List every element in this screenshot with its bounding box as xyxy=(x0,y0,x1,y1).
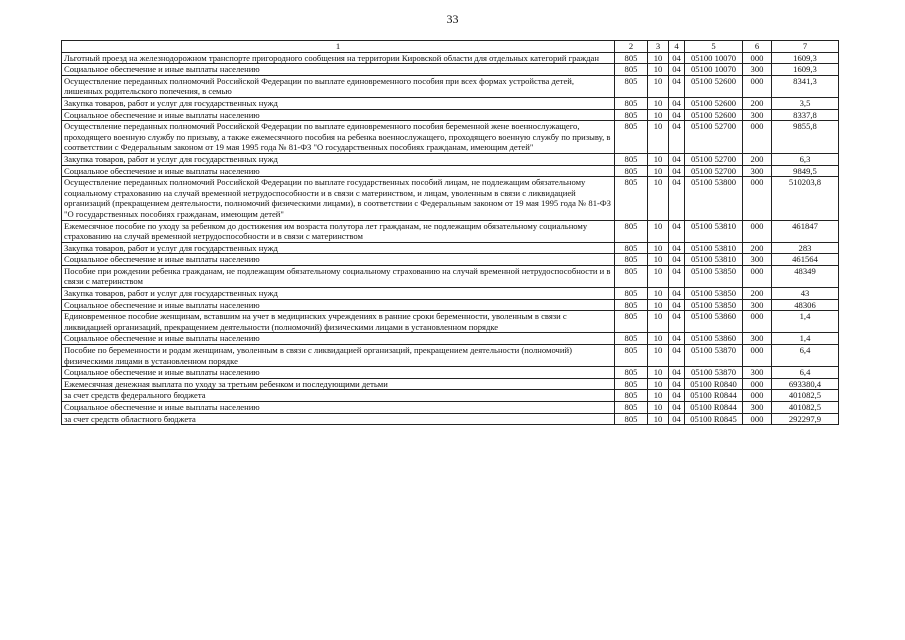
ministry-code-cell: 805 xyxy=(615,177,648,220)
subsection-code-cell: 04 xyxy=(669,153,685,165)
expense-type-cell: 300 xyxy=(743,254,772,266)
subsection-code-cell: 04 xyxy=(669,254,685,266)
section-code-cell: 10 xyxy=(648,413,669,425)
header-row xyxy=(62,41,839,53)
section-code-cell: 10 xyxy=(648,121,669,154)
item-name-cell: Социальное обеспечение и иные выплаты населению xyxy=(62,402,615,414)
target-article-cell: 05100 53850 xyxy=(685,288,743,300)
target-article-cell: 05100 10070 xyxy=(685,64,743,76)
target-article-cell: 05100 53860 xyxy=(685,333,743,345)
ministry-code-cell: 805 xyxy=(615,413,648,425)
table-row xyxy=(62,109,839,121)
ministry-code-cell: 805 xyxy=(615,64,648,76)
item-name-cell: за счет средств федерального бюджета xyxy=(62,390,615,402)
table-row xyxy=(62,265,839,287)
section-code-cell: 10 xyxy=(648,153,669,165)
item-name-cell: Закупка товаров, работ и услуг для государственных нужд xyxy=(62,288,615,300)
table-row xyxy=(62,299,839,311)
section-code-cell: 10 xyxy=(648,299,669,311)
item-name-cell: Социальное обеспечение и иные выплаты населению xyxy=(62,109,615,121)
item-name-cell: Социальное обеспечение и иные выплаты населению xyxy=(62,333,615,345)
target-article-cell: 05100 R0845 xyxy=(685,413,743,425)
amount-cell: 6,4 xyxy=(772,345,839,367)
section-code-cell: 10 xyxy=(648,402,669,414)
table-row xyxy=(62,333,839,345)
section-code-cell: 10 xyxy=(648,378,669,390)
amount-cell: 401082,5 xyxy=(772,402,839,414)
target-article-cell: 05100 52700 xyxy=(685,165,743,177)
table-row xyxy=(62,153,839,165)
section-code-cell: 10 xyxy=(648,75,669,97)
table-row xyxy=(62,220,839,242)
item-name-cell: Социальное обеспечение и иные выплаты населению xyxy=(62,254,615,266)
expense-type-cell: 000 xyxy=(743,121,772,154)
table-row xyxy=(62,64,839,76)
table-row xyxy=(62,242,839,254)
table-row xyxy=(62,52,839,64)
amount-cell: 9855,8 xyxy=(772,121,839,154)
amount-cell: 1609,3 xyxy=(772,64,839,76)
section-code-cell: 10 xyxy=(648,220,669,242)
header-cell: 2 xyxy=(615,41,648,53)
amount-cell: 48349 xyxy=(772,265,839,287)
target-article-cell: 05100 52600 xyxy=(685,109,743,121)
target-article-cell: 05100 53800 xyxy=(685,177,743,220)
amount-cell: 6,4 xyxy=(772,367,839,379)
amount-cell: 6,3 xyxy=(772,153,839,165)
subsection-code-cell: 04 xyxy=(669,75,685,97)
subsection-code-cell: 04 xyxy=(669,288,685,300)
item-name-cell: Льготный проезд на железнодорожном транспорте пригородного сообщения на территории Кировской области для отдельных категорий граждан xyxy=(62,52,615,64)
section-code-cell: 10 xyxy=(648,177,669,220)
expense-type-cell: 300 xyxy=(743,333,772,345)
ministry-code-cell: 805 xyxy=(615,390,648,402)
expense-type-cell: 000 xyxy=(743,345,772,367)
item-name-cell: Закупка товаров, работ и услуг для государственных нужд xyxy=(62,153,615,165)
ministry-code-cell: 805 xyxy=(615,254,648,266)
target-article-cell: 05100 R0844 xyxy=(685,402,743,414)
subsection-code-cell: 04 xyxy=(669,402,685,414)
target-article-cell: 05100 53810 xyxy=(685,254,743,266)
section-code-cell: 10 xyxy=(648,265,669,287)
subsection-code-cell: 04 xyxy=(669,345,685,367)
amount-cell: 283 xyxy=(772,242,839,254)
header-cell: 1 xyxy=(62,41,615,53)
expense-type-cell: 000 xyxy=(743,378,772,390)
ministry-code-cell: 805 xyxy=(615,311,648,333)
subsection-code-cell: 04 xyxy=(669,220,685,242)
subsection-code-cell: 04 xyxy=(669,333,685,345)
table-row xyxy=(62,378,839,390)
table-row xyxy=(62,165,839,177)
ministry-code-cell: 805 xyxy=(615,299,648,311)
expense-type-cell: 300 xyxy=(743,64,772,76)
item-name-cell: за счет средств областного бюджета xyxy=(62,413,615,425)
target-article-cell: 05100 53870 xyxy=(685,367,743,379)
expense-type-cell: 300 xyxy=(743,367,772,379)
section-code-cell: 10 xyxy=(648,52,669,64)
section-code-cell: 10 xyxy=(648,390,669,402)
section-code-cell: 10 xyxy=(648,254,669,266)
expense-type-cell: 000 xyxy=(743,220,772,242)
table-row xyxy=(62,402,839,414)
table-row xyxy=(62,413,839,425)
section-code-cell: 10 xyxy=(648,345,669,367)
item-name-cell: Социальное обеспечение и иные выплаты населению xyxy=(62,165,615,177)
amount-cell: 8337,8 xyxy=(772,109,839,121)
table-row xyxy=(62,254,839,266)
item-name-cell: Ежемесячное пособие по уходу за ребенком до достижения им возраста полутора лет гражданам, не подлежащим обязательному социальному страхованию на случай временной нетрудоспособности и в связи с материнством xyxy=(62,220,615,242)
amount-cell: 461847 xyxy=(772,220,839,242)
subsection-code-cell: 04 xyxy=(669,242,685,254)
item-name-cell: Единовременное пособие женщинам, вставшим на учет в медицинских учреждениях в ранние сроки беременности, уволенным в связи с ликвидацией организаций, прекращением деятельности (полномочий) физическими лицами в установленном порядке xyxy=(62,311,615,333)
section-code-cell: 10 xyxy=(648,367,669,379)
item-name-cell: Социальное обеспечение и иные выплаты населению xyxy=(62,64,615,76)
table-row xyxy=(62,288,839,300)
amount-cell: 1,4 xyxy=(772,311,839,333)
ministry-code-cell: 805 xyxy=(615,288,648,300)
amount-cell: 292297,9 xyxy=(772,413,839,425)
table-body xyxy=(62,52,839,425)
subsection-code-cell: 04 xyxy=(669,390,685,402)
expense-type-cell: 300 xyxy=(743,402,772,414)
amount-cell: 8341,3 xyxy=(772,75,839,97)
ministry-code-cell: 805 xyxy=(615,153,648,165)
ministry-code-cell: 805 xyxy=(615,75,648,97)
amount-cell: 1,4 xyxy=(772,333,839,345)
amount-cell: 3,5 xyxy=(772,97,839,109)
target-article-cell: 05100 53850 xyxy=(685,299,743,311)
header-cell: 3 xyxy=(648,41,669,53)
target-article-cell: 05100 53810 xyxy=(685,242,743,254)
table-row xyxy=(62,390,839,402)
subsection-code-cell: 04 xyxy=(669,165,685,177)
amount-cell: 510203,8 xyxy=(772,177,839,220)
amount-cell: 48306 xyxy=(772,299,839,311)
table-row xyxy=(62,75,839,97)
expense-type-cell: 200 xyxy=(743,153,772,165)
amount-cell: 401082,5 xyxy=(772,390,839,402)
item-name-cell: Осуществление переданных полномочий Российской Федерации по выплате государственных пособий лицам, не подлежащим обязательному социальному страхованию на случай временной нетрудоспособности и в связи с материнством, и лицам, уволенным в связи с ликвидацией организаций (прекращением деятельности, полномочий физическими лицами), в соответствии с Федеральным законом от 19 мая 1995 года № 81-ФЗ "О государственных пособиях гражданам, имеющим детей" xyxy=(62,177,615,220)
subsection-code-cell: 04 xyxy=(669,378,685,390)
section-code-cell: 10 xyxy=(648,109,669,121)
expense-type-cell: 000 xyxy=(743,177,772,220)
subsection-code-cell: 04 xyxy=(669,265,685,287)
target-article-cell: 05100 52600 xyxy=(685,97,743,109)
ministry-code-cell: 805 xyxy=(615,333,648,345)
subsection-code-cell: 04 xyxy=(669,177,685,220)
expense-type-cell: 000 xyxy=(743,413,772,425)
item-name-cell: Осуществление переданных полномочий Российской Федерации по выплате единовременного пособия беременной жене военнослужащего, проходящего военную службу по призыву, а также ежемесячного пособия на ребенка военнослужащего, проходящего военную службу по призыву, в соответствии с Федеральным законом от 19 мая 1995 года № 81-ФЗ "О государственных пособиях гражданам, имеющим детей" xyxy=(62,121,615,154)
target-article-cell: 05100 53870 xyxy=(685,345,743,367)
table-row xyxy=(62,345,839,367)
table-row xyxy=(62,367,839,379)
page-number: 33 xyxy=(446,12,459,26)
table-row xyxy=(62,311,839,333)
expense-type-cell: 200 xyxy=(743,97,772,109)
section-code-cell: 10 xyxy=(648,288,669,300)
item-name-cell: Пособие по беременности и родам женщинам, уволенным в связи с ликвидацией организаций, прекращением деятельности (полномочий) физическими лицами в установленном порядке xyxy=(62,345,615,367)
item-name-cell: Закупка товаров, работ и услуг для государственных нужд xyxy=(62,97,615,109)
ministry-code-cell: 805 xyxy=(615,402,648,414)
expense-type-cell: 000 xyxy=(743,265,772,287)
ministry-code-cell: 805 xyxy=(615,367,648,379)
amount-cell: 461564 xyxy=(772,254,839,266)
table-row xyxy=(62,97,839,109)
table-row xyxy=(62,121,839,154)
target-article-cell: 05100 53860 xyxy=(685,311,743,333)
target-article-cell: 05100 10070 xyxy=(685,52,743,64)
amount-cell: 1609,3 xyxy=(772,52,839,64)
subsection-code-cell: 04 xyxy=(669,311,685,333)
section-code-cell: 10 xyxy=(648,311,669,333)
ministry-code-cell: 805 xyxy=(615,345,648,367)
expense-type-cell: 200 xyxy=(743,288,772,300)
expense-type-cell: 200 xyxy=(743,242,772,254)
ministry-code-cell: 805 xyxy=(615,378,648,390)
expense-type-cell: 000 xyxy=(743,52,772,64)
header-cell: 4 xyxy=(669,41,685,53)
target-article-cell: 05100 52700 xyxy=(685,121,743,154)
subsection-code-cell: 04 xyxy=(669,367,685,379)
ministry-code-cell: 805 xyxy=(615,52,648,64)
header-cell: 7 xyxy=(772,41,839,53)
expense-type-cell: 300 xyxy=(743,299,772,311)
subsection-code-cell: 04 xyxy=(669,299,685,311)
target-article-cell: 05100 52600 xyxy=(685,75,743,97)
subsection-code-cell: 04 xyxy=(669,64,685,76)
ministry-code-cell: 805 xyxy=(615,97,648,109)
subsection-code-cell: 04 xyxy=(669,109,685,121)
section-code-cell: 10 xyxy=(648,333,669,345)
target-article-cell: 05100 53810 xyxy=(685,220,743,242)
budget-table xyxy=(61,40,839,425)
item-name-cell: Осуществление переданных полномочий Российской Федерации по выплате единовременного пособия при всех формах устройства детей, лишенных родительского попечения, в семью xyxy=(62,75,615,97)
item-name-cell: Ежемесячная денежная выплата по уходу за третьим ребенком и последующими детьми xyxy=(62,378,615,390)
amount-cell: 693380,4 xyxy=(772,378,839,390)
item-name-cell: Пособие при рождении ребенка гражданам, не подлежащим обязательному социальному страхованию на случай временной нетрудоспособности и в связи с материнством xyxy=(62,265,615,287)
target-article-cell: 05100 53850 xyxy=(685,265,743,287)
section-code-cell: 10 xyxy=(648,97,669,109)
ministry-code-cell: 805 xyxy=(615,265,648,287)
section-code-cell: 10 xyxy=(648,165,669,177)
section-code-cell: 10 xyxy=(648,242,669,254)
subsection-code-cell: 04 xyxy=(669,413,685,425)
expense-type-cell: 300 xyxy=(743,165,772,177)
header-cell: 5 xyxy=(685,41,743,53)
ministry-code-cell: 805 xyxy=(615,242,648,254)
amount-cell: 43 xyxy=(772,288,839,300)
ministry-code-cell: 805 xyxy=(615,109,648,121)
expense-type-cell: 000 xyxy=(743,390,772,402)
header-cell: 6 xyxy=(743,41,772,53)
ministry-code-cell: 805 xyxy=(615,121,648,154)
target-article-cell: 05100 R0844 xyxy=(685,390,743,402)
expense-type-cell: 300 xyxy=(743,109,772,121)
expense-type-cell: 000 xyxy=(743,75,772,97)
ministry-code-cell: 805 xyxy=(615,165,648,177)
expense-type-cell: 000 xyxy=(743,311,772,333)
amount-cell: 9849,5 xyxy=(772,165,839,177)
ministry-code-cell: 805 xyxy=(615,220,648,242)
item-name-cell: Социальное обеспечение и иные выплаты населению xyxy=(62,367,615,379)
subsection-code-cell: 04 xyxy=(669,97,685,109)
table-row xyxy=(62,177,839,220)
target-article-cell: 05100 R0840 xyxy=(685,378,743,390)
target-article-cell: 05100 52700 xyxy=(685,153,743,165)
item-name-cell: Социальное обеспечение и иные выплаты населению xyxy=(62,299,615,311)
item-name-cell: Закупка товаров, работ и услуг для государственных нужд xyxy=(62,242,615,254)
subsection-code-cell: 04 xyxy=(669,121,685,154)
section-code-cell: 10 xyxy=(648,64,669,76)
subsection-code-cell: 04 xyxy=(669,52,685,64)
